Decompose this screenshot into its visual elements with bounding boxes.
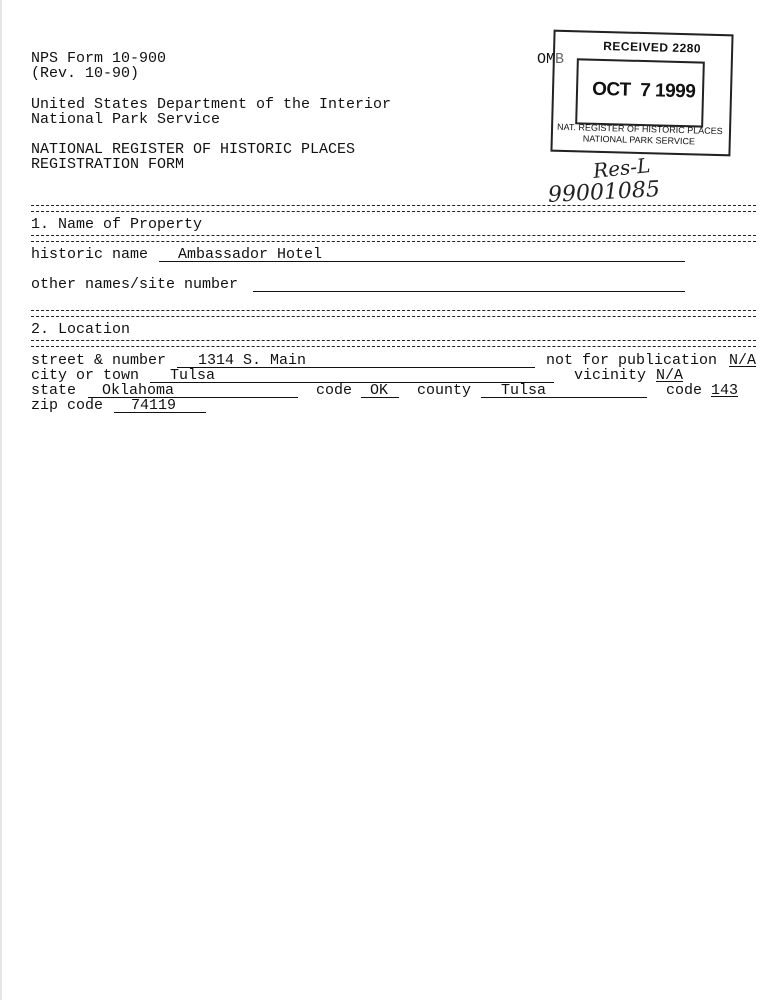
register-title: NATIONAL REGISTER OF HISTORIC PLACES xyxy=(31,141,356,158)
section2-title: 2. Location xyxy=(31,321,131,338)
county-code-value: 143 xyxy=(711,382,739,399)
other-names-label: other names/site number xyxy=(31,276,239,293)
form-id: NPS Form 10-900 xyxy=(31,50,167,67)
state-code-value: OK xyxy=(370,382,389,399)
stamp-office-line2: NATIONAL PARK SERVICE xyxy=(582,133,696,147)
county-value: Tulsa xyxy=(501,382,547,399)
stamp-date: OCT 7 1999 xyxy=(591,78,696,103)
form-name: REGISTRATION FORM xyxy=(31,156,185,173)
state-label: state xyxy=(31,382,77,399)
omb-label: OMB xyxy=(537,51,565,68)
zip-label: zip code xyxy=(31,397,104,414)
street-label: street & number xyxy=(31,352,167,369)
vicinity-value: N/A xyxy=(656,367,684,384)
city-value: Tulsa xyxy=(170,367,216,384)
other-names-line xyxy=(253,291,685,292)
state-value: Oklahoma xyxy=(102,382,175,399)
stamp-office-line1: NAT. REGISTER OF HISTORIC PLACES xyxy=(556,121,723,137)
street-value: 1314 S. Main xyxy=(198,352,307,369)
historic-name-label: historic name xyxy=(31,246,149,263)
section-rule xyxy=(31,235,756,242)
service: National Park Service xyxy=(31,111,221,128)
not-for-publication-label: not for publication xyxy=(546,352,718,369)
county-label: county xyxy=(417,382,472,399)
historic-name-value: Ambassador Hotel xyxy=(178,246,323,263)
department: United States Department of the Interior xyxy=(31,96,392,113)
section-rule xyxy=(31,340,756,347)
vicinity-label: vicinity xyxy=(574,367,647,384)
section-rule xyxy=(31,310,756,317)
form-revision: (Rev. 10-90) xyxy=(31,65,140,82)
handwritten-note: Res-L xyxy=(591,153,652,183)
section-rule xyxy=(31,205,756,212)
received-stamp xyxy=(550,30,733,157)
not-for-publication-value: N/A xyxy=(729,352,757,369)
county-code-label: code xyxy=(666,382,703,399)
scan-edge xyxy=(0,0,2,1000)
zip-value: 74119 xyxy=(131,397,177,414)
stamp-date-box xyxy=(575,58,705,127)
stamp-received: RECEIVED 2280 xyxy=(603,38,702,56)
city-label: city or town xyxy=(31,367,140,384)
handwritten-reference-number: 99001085 xyxy=(547,177,661,208)
section1-title: 1. Name of Property xyxy=(31,216,203,233)
state-code-label: code xyxy=(316,382,353,399)
